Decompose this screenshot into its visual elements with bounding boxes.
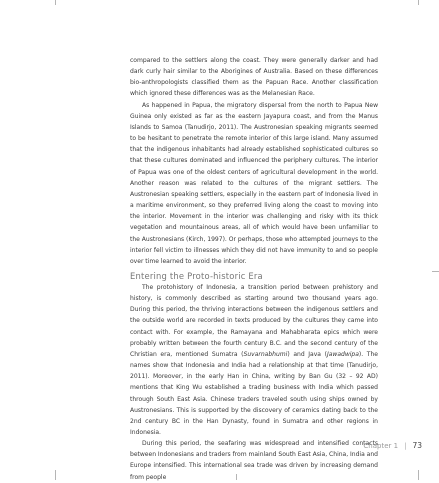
section-heading: Entering the Proto-historic Era (130, 270, 263, 281)
footer-separator: | (404, 441, 407, 450)
paragraph: compared to the settlers along the coast. They were generally darker and had dark curly hair similar to the Aborigines of Australia. Based on these differences bio-anthropologists classified them as the Papuan Race. Another classification which ignored these differences was as the Melanesian Race. (130, 57, 378, 98)
text-run: ). The names show that Indonesia and India had a relationship at that time (Tanudirjo, 2011). Moreover, in the early Han in China, writing by Ban Gu (32 – 92 AD) mentions that King Wu established a trading business with India which passed through South East Asia. Chinese traders traveled south using ships owned by Austronesians. This is supported by the discovery of ceramics dating back to the 2nd century BC in the Han Dynasty, found in Sumatra and other regions in Indonesia. (130, 350, 378, 436)
paragraph (130, 282, 378, 438)
paragraph: During this period, the seafaring was widespread and intensified contacts between Indonesians and traders from mainland South East Asia, China, India and Europe intensified. This international sea trade was driven by increasing demand from people (130, 440, 378, 481)
page-footer (363, 441, 422, 450)
crop-mark-bottom-right (418, 470, 419, 480)
crop-mark-right (432, 271, 439, 272)
italic-term: Suvarnabhumi (243, 350, 288, 358)
crop-mark-top-right (418, 0, 419, 5)
page-body (130, 55, 378, 483)
crop-mark-top-left (55, 0, 56, 5)
page-number: 73 (412, 441, 422, 450)
text-run: ) and Java ( (287, 350, 327, 358)
paragraph: As happened in Papua, the migratory dispersal from the north to Papua New Guinea only existed as far as the eastern Jayapura coast, and from the Manus Islands to Samoa (Tanudirjo, 2011). The Austronesian speaking migrants seemed to be hesitant to penetrate the remote interior of this large island. Many assumed that the indigenous inhabitants had already established sophisticated cultures so that these cultures dominated and influenced the periphery cultures. The interior of Papua was one of the oldest centers of agricultural development in the world. Another reason was related to the cultures of the migrant settlers. The Austronesian speaking settlers, especially in the eastern part of Indonesia lived in a maritime environment, so they preferred living along the coast to moving into the interior. Movement in the interior was challenging and risky with its thick vegetation and mountainous areas, all of which would have been unfamiliar to the Austronesians (Kirch, 1997). Or perhaps, those who attempted journeys to the interior fell victim to illnesses which they did not have immunity to and so people over time learned to avoid the interior. (130, 101, 378, 265)
text-run: The protohistory of Indonesia, a transition period between prehistory and history, is commonly described as starting around two thousand years ago. During this period, the thriving interactions between the indigenous settlers and the outside world are recorded in texts produced by the cultures they came into contact with. For example, the Ramayana and Mahabharata epics which were probably written between the fourth century B.C. and the second century of the Christian era, mentioned Sumatra ( (130, 283, 378, 358)
crop-mark-bottom-left (55, 470, 56, 480)
chapter-label: Chapter 1 (363, 441, 399, 450)
italic-term: Jawadwipa (326, 350, 359, 358)
